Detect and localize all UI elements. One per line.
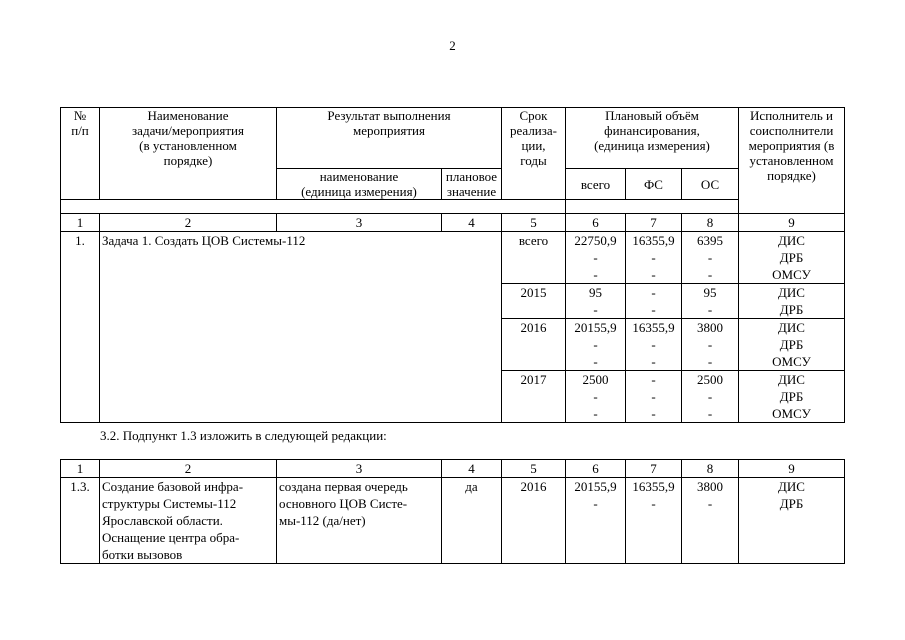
executor-cell: ДИС ДРБ ОМСУ <box>739 232 845 284</box>
header-period: Срок реализа- ции, годы <box>502 108 566 200</box>
header-executor: Исполнитель и соисполнители мероприятия (в установленном порядке) <box>739 108 845 214</box>
header-os: ОС <box>682 169 739 200</box>
result-value-cell: да <box>442 478 502 564</box>
total-cell: 22750,9 - - <box>566 232 626 284</box>
year-cell: всего <box>502 232 566 284</box>
fs-cell: - - - <box>626 371 682 423</box>
table-row <box>61 478 845 564</box>
col-num: 9 <box>739 214 845 232</box>
col-num: 1 <box>61 214 100 232</box>
col-num: 8 <box>682 460 739 478</box>
page-number: 2 <box>449 38 456 53</box>
header-funding: Плановый объём финансирования, (единица измерения) <box>566 108 739 169</box>
col-num: 1 <box>61 460 100 478</box>
col-num: 9 <box>739 460 845 478</box>
item-num: 1.3. <box>61 478 100 564</box>
col-num: 2 <box>100 214 277 232</box>
col-num: 8 <box>682 214 739 232</box>
item-name: Создание базовой инфра- структуры Системы-112 Ярославской области. Оснащение центра обра- ботки вызовов <box>100 478 277 564</box>
financing-table <box>60 107 845 423</box>
col-num: 6 <box>566 460 626 478</box>
col-num: 4 <box>442 460 502 478</box>
fs-cell: 16355,9 - <box>626 478 682 564</box>
col-num: 4 <box>442 214 502 232</box>
total-cell: 20155,9 - - <box>566 319 626 371</box>
col-num: 7 <box>626 214 682 232</box>
header-result-name: наименование (единица измерения) <box>277 169 442 200</box>
fs-cell: 16355,9 - - <box>626 319 682 371</box>
executor-cell: ДИС ДРБ <box>739 478 845 564</box>
col-num: 7 <box>626 460 682 478</box>
os-cell: 95 - <box>682 284 739 319</box>
os-cell: 6395 - - <box>682 232 739 284</box>
col-num: 5 <box>502 460 566 478</box>
col-num: 5 <box>502 214 566 232</box>
task-num: 1. <box>61 232 100 423</box>
header-result-value: плановое значение <box>442 169 502 200</box>
header-total: всего <box>566 169 626 200</box>
executor-cell: ДИС ДРБ ОМСУ <box>739 371 845 423</box>
col-num: 3 <box>277 460 442 478</box>
year-cell: 2015 <box>502 284 566 319</box>
year-cell: 2017 <box>502 371 566 423</box>
fs-cell: - - <box>626 284 682 319</box>
header-name: Наименование задачи/мероприятия (в установленном порядке) <box>100 108 277 200</box>
col-num: 3 <box>277 214 442 232</box>
item-table <box>60 459 845 564</box>
year-cell: 2016 <box>502 319 566 371</box>
total-cell: 20155,9 - <box>566 478 626 564</box>
table-row <box>61 232 845 284</box>
header-result: Результат выполнения мероприятия <box>277 108 502 169</box>
result-name-cell: создана первая очередь основного ЦОВ Систе- мы-112 (да/нет) <box>277 478 442 564</box>
executor-cell: ДИС ДРБ ОМСУ <box>739 319 845 371</box>
header-fs: ФС <box>626 169 682 200</box>
executor-cell: ДИС ДРБ <box>739 284 845 319</box>
column-number-row <box>61 214 845 232</box>
column-number-row <box>61 460 845 478</box>
amendment-paragraph: 3.2. Подпункт 1.3 изложить в следующей редакции: <box>100 428 387 443</box>
total-cell: 2500 - - <box>566 371 626 423</box>
os-cell: 2500 - - <box>682 371 739 423</box>
fs-cell: 16355,9 - - <box>626 232 682 284</box>
os-cell: 3800 - - <box>682 319 739 371</box>
total-cell: 95 - <box>566 284 626 319</box>
col-num: 2 <box>100 460 277 478</box>
header-num: № п/п <box>61 108 100 200</box>
col-num: 6 <box>566 214 626 232</box>
task-name: Задача 1. Создать ЦОВ Системы-112 <box>100 232 502 423</box>
os-cell: 3800 - <box>682 478 739 564</box>
year-cell: 2016 <box>502 478 566 564</box>
